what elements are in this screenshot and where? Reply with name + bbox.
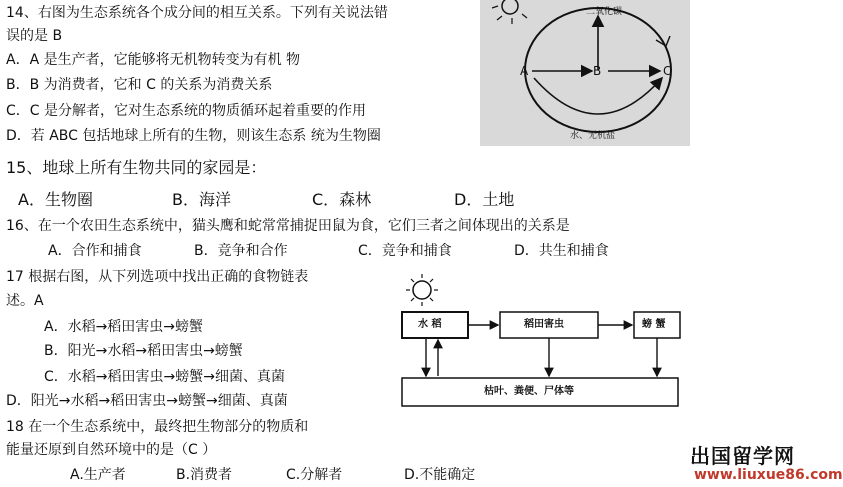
sun-icon [406, 274, 438, 306]
q14-option-b: B．B 为消费者，它和 C 的关系为消费关系 [6, 77, 273, 93]
q16-option-d: D．共生和捕食 [514, 243, 609, 259]
fig1-node-a: A [520, 64, 529, 78]
q14-stem-line1: 14、右图为生态系统各个成分间的相互关系。下列有关说法错 [6, 5, 388, 21]
q17-stem-line1: 17 根据右图，从下列选项中找出正确的食物链表 [6, 269, 309, 285]
q18-option-b: B.消费者 [176, 467, 233, 483]
q17-option-a: A．水稻→稻田害虫→螃蟹 [44, 319, 204, 335]
q15-option-c: C．森林 [312, 190, 372, 209]
q17-option-c: C．水稻→稻田害虫→螃蟹→细菌、真菌 [44, 369, 285, 385]
q14-stem-line2: 误的是 B [6, 28, 63, 44]
fig1-co2-label: 二氧化碳 [586, 7, 623, 17]
q18-option-c: C.分解者 [286, 467, 343, 483]
q15-option-d: D．土地 [454, 190, 515, 209]
q14-option-c: C．C 是分解者，它对生态系统的物质循环起着重要的作用 [6, 103, 366, 119]
fig1-node-b: B [593, 64, 602, 78]
q17-option-b: B．阳光→水稻→稻田害虫→螃蟹 [44, 343, 243, 359]
site-watermark [676, 440, 843, 487]
q17-stem-line2: 述。A [6, 293, 44, 309]
q18-stem-line1: 18 在一个生态系统中，最终把生物部分的物质和 [6, 419, 309, 435]
watermark-url: www.liuxue86.com [694, 467, 843, 483]
q18-stem-line2: 能量还原到自然环境中的是（C ） [6, 442, 217, 458]
q17-option-d: D．阳光→水稻→稻田害虫→螃蟹→细菌、真菌 [6, 393, 288, 409]
q16-stem: 16、在一个农田生态系统中，猫头鹰和蛇常常捕捉田鼠为食，它们三者之间体现出的关系是 [6, 218, 570, 234]
food-chain-figure [392, 268, 680, 410]
q18-option-d: D.不能确定 [404, 467, 476, 483]
a-to-c-arc-arrow [534, 78, 662, 114]
q16-option-a: A．合作和捕食 [48, 243, 142, 259]
sun-icon [492, 0, 527, 24]
q15-option-b: B．海洋 [172, 190, 231, 209]
fig2-pest-label: 稻田害虫 [524, 319, 564, 330]
fig2-rice-label: 水 稻 [418, 319, 442, 330]
fig2-detritus-label: 枯叶、粪便、尸体等 [484, 386, 574, 397]
q15-option-a: A．生物圈 [18, 190, 93, 209]
q15-stem: 15、地球上所有生物共同的家园是： [6, 158, 267, 177]
ecosystem-cycle-figure [480, 0, 690, 146]
q14-option-d: D．若 ABC 包括地球上所有的生物，则该生态系 统为生物圈 [6, 128, 381, 144]
fig1-water-label: 水、无机盐 [570, 131, 616, 141]
fig1-node-c: C [663, 64, 672, 78]
q16-option-b: B．竞争和合作 [194, 243, 288, 259]
fig2-crab-label: 螃 蟹 [642, 319, 666, 330]
ecosystem-cycle-diagram [480, 0, 690, 146]
watermark-text: 出国留学网 [690, 444, 795, 468]
q14-option-a: A．A 是生产者，它能够将无机物转变为有机 物 [6, 52, 301, 68]
q16-option-c: C．竞争和捕食 [358, 243, 452, 259]
q18-option-a: A.生产者 [70, 467, 126, 483]
